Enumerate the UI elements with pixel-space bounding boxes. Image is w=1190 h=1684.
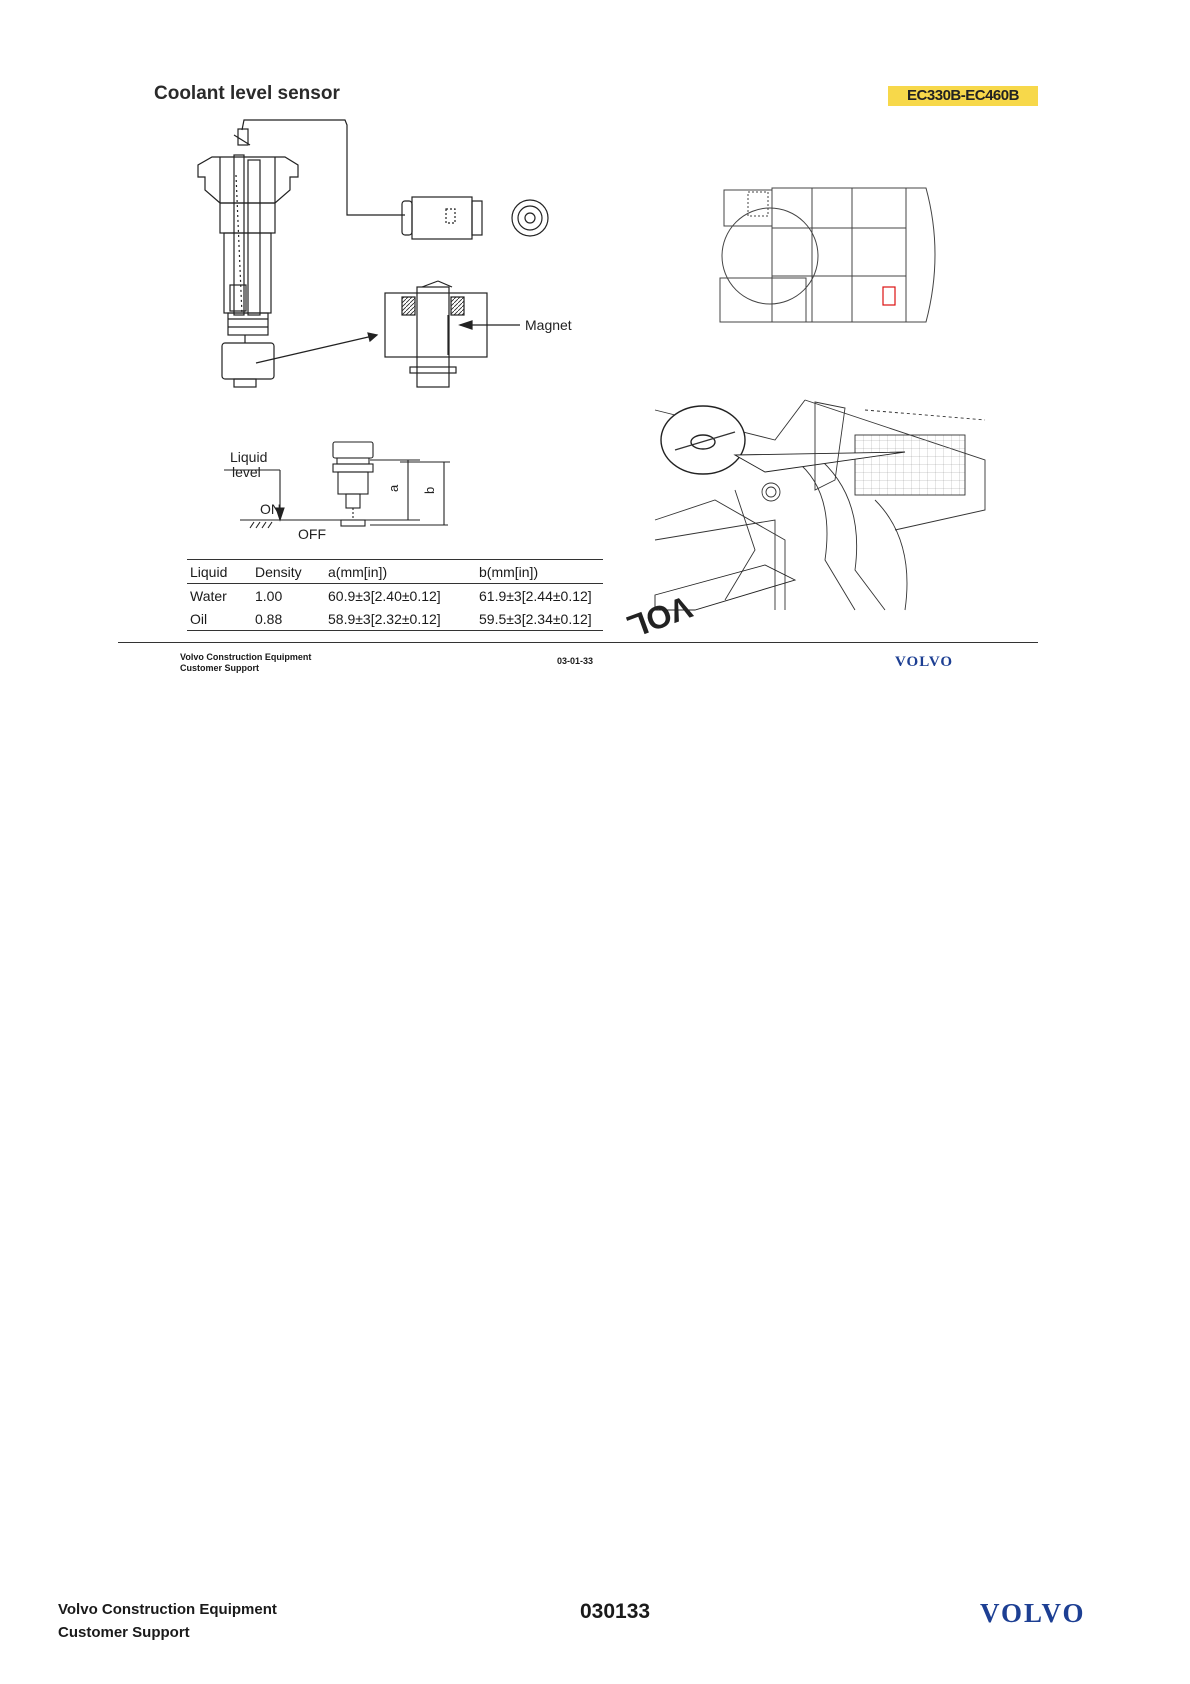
off-label: OFF bbox=[298, 526, 326, 542]
model-badge: EC330B-EC460B bbox=[888, 86, 1038, 106]
header-liquid: Liquid bbox=[190, 563, 228, 580]
inner-footer-code: 03-01-33 bbox=[557, 656, 594, 666]
cell-density: 1.00 bbox=[255, 587, 283, 604]
header-a: a(mm[in]) bbox=[328, 563, 388, 580]
level-diagram bbox=[220, 440, 460, 545]
footer-company bbox=[58, 1598, 277, 1644]
cell-a: 58.9±3[2.32±0.12] bbox=[328, 610, 441, 627]
footer-line2: Customer Support bbox=[58, 1624, 190, 1641]
engine-logo-text: VOL bbox=[622, 588, 697, 646]
sensor-diagram bbox=[190, 115, 600, 390]
footer-line1: Volvo Construction Equipment bbox=[58, 1601, 277, 1618]
footer-logo: VOLVO bbox=[980, 1598, 1086, 1628]
cell-density: 0.88 bbox=[255, 610, 283, 627]
footer-divider bbox=[118, 642, 1038, 643]
inner-footer-logo: VOLVO bbox=[895, 654, 954, 670]
cell-b: 61.9±3[2.44±0.12] bbox=[479, 587, 592, 604]
liquid-level-label-line2: level bbox=[232, 464, 261, 480]
inner-footer-company bbox=[180, 652, 311, 674]
cell-liquid: Water bbox=[190, 587, 227, 604]
cell-liquid: Oil bbox=[190, 610, 208, 627]
table-header-row bbox=[187, 560, 603, 584]
footer-page-code: 030133 bbox=[580, 1600, 651, 1623]
dim-b-label: b bbox=[422, 486, 437, 494]
header-density: Density bbox=[255, 563, 302, 580]
liquid-level-label-line1: Liquid bbox=[230, 449, 268, 465]
dim-a-label: a bbox=[386, 484, 401, 492]
sensor-location-marker bbox=[883, 287, 895, 305]
page-title: Coolant level sensor bbox=[154, 83, 340, 104]
cell-b: 59.5±3[2.34±0.12] bbox=[479, 610, 592, 627]
inner-footer-line2: Customer Support bbox=[180, 663, 260, 673]
cell-a: 60.9±3[2.40±0.12] bbox=[328, 587, 441, 604]
on-label: ON bbox=[260, 501, 281, 517]
machine-top-view bbox=[712, 184, 962, 326]
spec-table bbox=[187, 559, 603, 631]
magnet-label: Magnet bbox=[525, 317, 572, 333]
table-row bbox=[187, 607, 603, 631]
engine-illustration bbox=[622, 400, 985, 646]
header-b: b(mm[in]) bbox=[479, 563, 539, 580]
table-row bbox=[187, 584, 603, 608]
inner-footer-line1: Volvo Construction Equipment bbox=[180, 652, 312, 662]
